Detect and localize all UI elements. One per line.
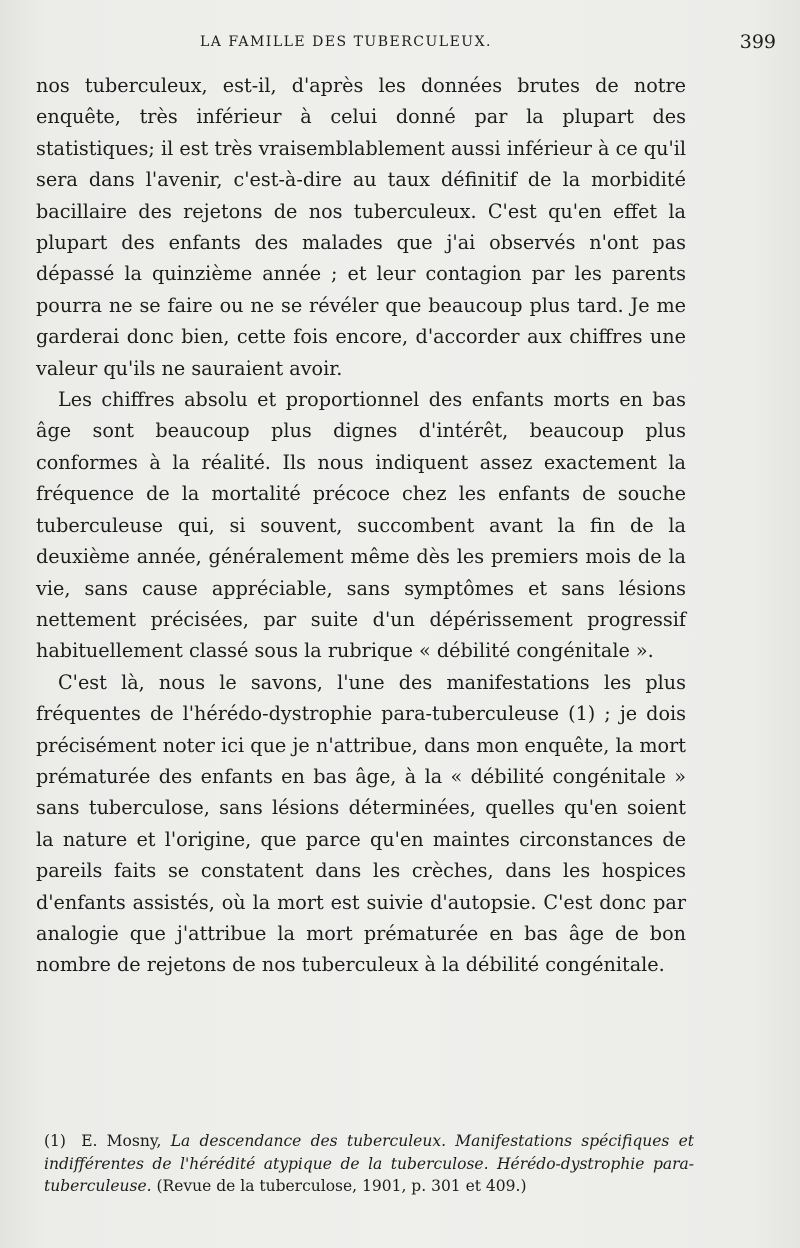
body-text — [36, 70, 686, 981]
footnote-mark: (1) — [44, 1132, 66, 1150]
running-head: LA FAMILLE DES TUBERCULEUX. — [200, 34, 493, 50]
paragraph-3: C'est là, nous le savons, l'une des manifestations les plus fréquentes de l'hérédo-dystrophie para-tuberculeuse (1) ; je dois précisément noter ici que je n'attribue, dans mon enquête, la mort prématurée des enfants en bas âge, à la « débilité congénitale » sans tuberculose, sans lésions déterminées, quelles qu'en soient la nature et l'origine, que parce qu'en maintes circonstances de pareils faits se constatent dans les crèches, dans les hospices d'enfants assistés, où la mort est suivie d'autopsie. C'est donc par analogie que j'attribue la mort prématurée en bas âge de bon nombre de rejetons de nos tuberculeux à la débilité congénitale. — [36, 670, 686, 977]
footnote — [44, 1130, 694, 1198]
footnote-citation: (Revue de la tuberculose, 1901, p. 301 et 409.) — [156, 1177, 527, 1195]
paragraph-1: nos tuberculeux, est-il, d'après les données brutes de notre enquête, très inférieur à celui donné par la plupart des statistiques; il est très vraisemblablement aussi inférieur à ce qu'il sera dans l'avenir, c'est-à-dire au taux définitif de la morbidité bacillaire des rejetons de nos tuberculeux. C'est qu'en effet la plupart des enfants des malades que j'ai observés n'ont pas dépassé la quinzième année ; et leur contagion par les parents pourra ne se faire ou ne se révéler que beaucoup plus tard. Je me garderai donc bien, cette fois encore, d'accorder aux chiffres une valeur qu'ils ne sauraient avoir. — [36, 74, 686, 380]
footnote-author: E. Mosny, — [81, 1132, 162, 1150]
paragraph-2: Les chiffres absolu et proportionnel des enfants morts en bas âge sont beaucoup plus dignes d'intérêt, beaucoup plus conformes à la réalité. Ils nous indiquent assez exactement la fréquence de la mortalité précoce chez les enfants de souche tuberculeuse qui, si souvent, succombent avant la fin de la deuxième année, généralement même dès les premiers mois de la vie, sans cause appréciable, sans symptômes et sans lésions nettement précisées, par suite d'un dépérissement progressif habituellement classé sous la rubrique « débilité congénitale ». — [36, 388, 686, 663]
page-header — [36, 30, 776, 60]
footnote-title: La descendance des tuberculeux. Manifestations spécifiques et indifférentes de l'hérédité atypique de la tuberculose. Hérédo-dystrophie para-tuberculeuse. — [44, 1132, 694, 1195]
page-number: 399 — [739, 31, 776, 53]
